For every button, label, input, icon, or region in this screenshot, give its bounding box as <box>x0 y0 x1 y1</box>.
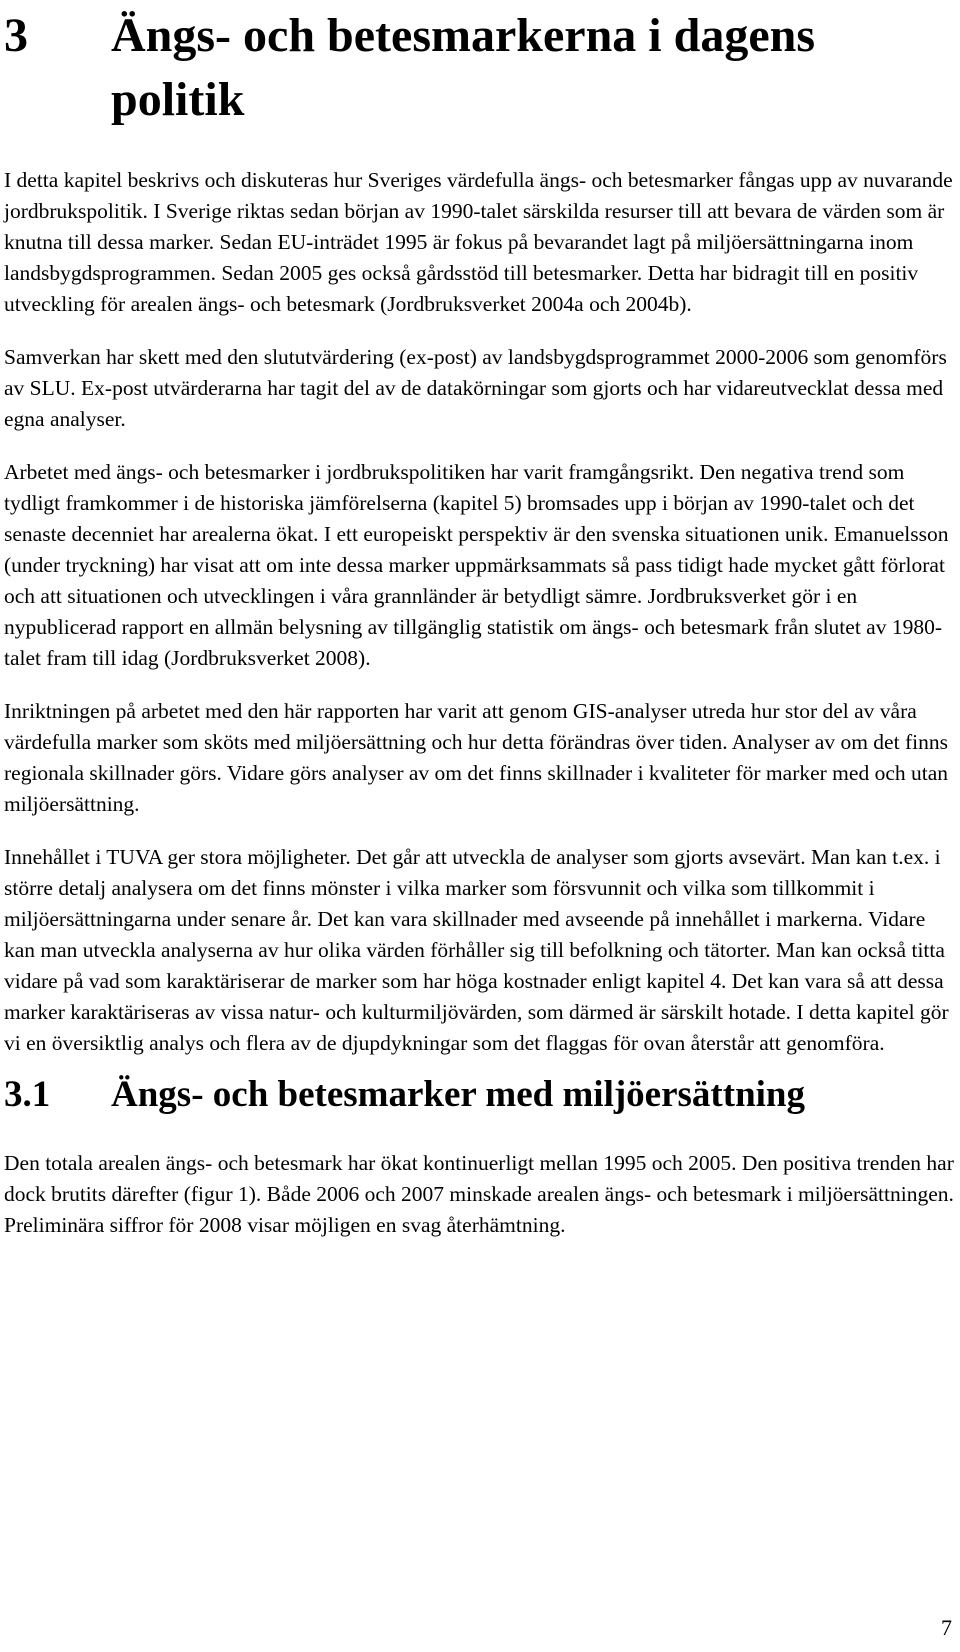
chapter-paragraph: Samverkan har skett med den slututvärdering (ex-post) av landsbygdsprogrammet 2000-2006 som genomförs av SLU. Ex-post utvärderarna har tagit del av de datakörningar som gjorts och har vidareutvecklat dessa med egna analyser. <box>4 345 947 431</box>
chapter-paragraph: I detta kapitel beskrivs och diskuteras hur Sveriges värdefulla ängs- och betesmarker fångas upp av nuvarande jordbrukspolitik. I Sverige riktas sedan början av 1990-talet särskilda resurser till att bevara de värden som är knutna till dessa marker. Sedan EU-inträdet 1995 är fokus på bevarandet lagt på miljöersättningarna inom landsbygdsprogrammen. Sedan 2005 ges också gårdsstöd till betesmarker. Detta har bidragit till en positiv utveckling för arealen ängs- och betesmark (Jordbruksverket 2004a och 2004b). <box>4 168 953 316</box>
section-heading <box>4 1073 954 1117</box>
chapter-paragraph: Inriktningen på arbetet med den här rapporten har varit att genom GIS-analyser utreda hur stor del av våra värdefulla marker som sköts med miljöersättning och hur detta förändras över tiden. Analyser av om det finns regionala skillnader görs. Vidare görs analyser av om det finns skillnader i kvaliteter för marker med och utan miljöersättning. <box>4 699 949 816</box>
chapter-number: 3 <box>4 9 28 62</box>
chapter-heading <box>4 0 954 132</box>
chapter-title: Ängs- och betesmarkerna i dagens politik <box>111 9 815 126</box>
chapter-paragraph: Innehållet i TUVA ger stora möjligheter. Det går att utveckla de analyser som gjorts avsevärt. Man kan t.ex. i större detalj analysera om det finns mönster i vilka marker som försvunnit och vilka som tillkommit i miljöersättningarna under senare år. Det kan vara skillnader med avseende på innehållet i markerna. Vidare kan man utveckla analyserna av hur olika värden förhåller sig till befolkning och tätorter. Man kan också titta vidare på vad som karaktäriserar de marker som har höga kostnader enligt kapitel 4. Det kan vara så att dessa marker karaktäriseras av vissa natur- och kulturmiljövärden, som därmed är särskilt hotade. I detta kapitel gör vi en översiktlig analys och flera av de djupdykningar som det flaggas för ovan återstår att genomföra. <box>4 845 949 1055</box>
chapter-paragraph: Arbetet med ängs- och betesmarker i jordbrukspolitiken har varit framgångsrikt. Den negativa trend som tydligt framkommer i de historiska jämförelserna (kapitel 5) bromsades upp i början av 1990-talet och det senaste decenniet har arealerna ökat. I ett europeiskt perspektiv är den svenska situationen unik. Emanuelsson (under tryckning) har visat att om inte dessa marker uppmärksammats så pass tidigt hade mycket gått förlorat och att situationen och utvecklingen i våra grannländer är betydligt sämre. Jordbruksverket gör i en nypublicerad rapport en allmän belysning av tillgänglig statistik om ängs- och betesmark från slutet av 1980-talet fram till idag (Jordbruksverket 2008). <box>4 460 949 670</box>
section-title: Ängs- och betesmarker med miljöersättning <box>111 1074 806 1115</box>
page-number: 7 <box>941 1615 952 1640</box>
section-paragraph: Den totala arealen ängs- och betesmark har ökat kontinuerligt mellan 1995 och 2005. Den positiva trenden har dock brutits därefter (figur 1). Både 2006 och 2007 minskade arealen ängs- och betesmark i miljöersättningen. Preliminära siffror för 2008 visar möjligen en svag återhämtning. <box>4 1150 954 1237</box>
document-page <box>4 0 954 1241</box>
section-number: 3.1 <box>4 1074 51 1115</box>
